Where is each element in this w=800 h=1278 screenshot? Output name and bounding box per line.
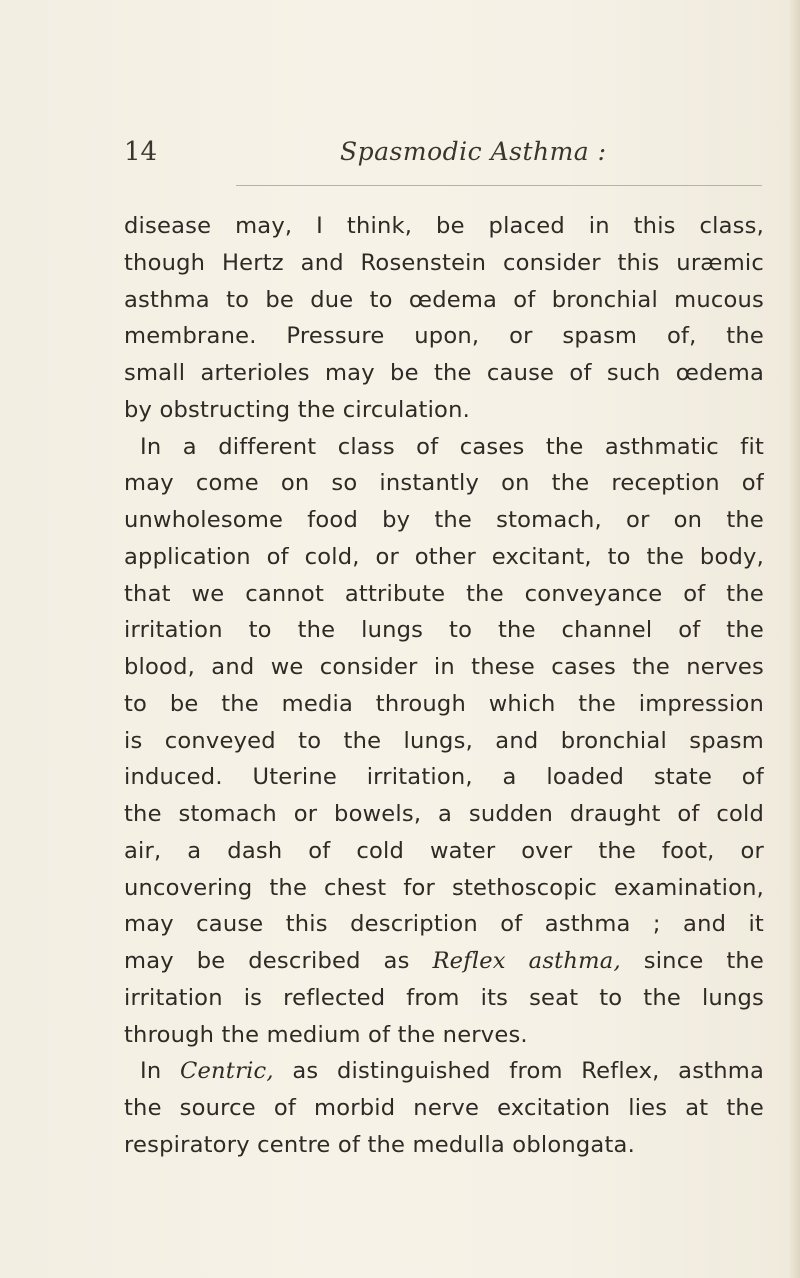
text-line: irritation to the lungs to the channel of the: [124, 617, 764, 644]
italic-term: Reflex asthma,: [432, 948, 621, 974]
page-header: [0, 132, 800, 172]
text-line: application of cold, or other excitant, to the body,: [124, 543, 764, 570]
text-line: by obstructing the circulation.: [124, 396, 470, 423]
header-rule: [236, 185, 762, 186]
text-line: respiratory centre of the medulla oblongata.: [124, 1131, 635, 1158]
text-line: unwholesome food by the stomach, or on the: [124, 507, 764, 533]
text-segment: since the: [643, 948, 764, 974]
text-line: the source of morbid nerve excitation lies at the: [124, 1095, 764, 1121]
text-segment: In: [140, 1058, 162, 1085]
page-number: 14: [124, 137, 158, 167]
text-line: asthma to be due to œdema of bronchial mucous: [124, 286, 764, 313]
text-line: uncovering the chest for stethoscopic examination,: [124, 874, 764, 901]
body-text: [124, 208, 764, 1164]
text-line: air, a dash of cold water over the foot, or: [124, 837, 764, 864]
text-line: In a different class of cases the asthmatic fit: [140, 433, 764, 460]
italic-term: Centric,: [180, 1058, 274, 1085]
text-line: that we cannot attribute the conveyance of the: [124, 580, 764, 607]
text-line: disease may, I think, be placed in this class,: [124, 213, 764, 239]
text-line: induced. Uterine irritation, a loaded state of: [124, 764, 764, 791]
running-head: Spasmodic Asthma :: [340, 137, 607, 166]
text-line: [124, 1053, 764, 1090]
text-line: membrane. Pressure upon, or spasm of, the: [124, 323, 764, 350]
text-line: though Hertz and Rosenstein consider this uræmic: [124, 249, 764, 276]
text-line: [124, 943, 764, 980]
text-line: may come on so instantly on the reception of: [124, 470, 764, 497]
text-segment: may be described as: [124, 948, 410, 974]
text-line: small arterioles may be the cause of such œdema: [124, 360, 764, 386]
text-line: irritation is reflected from its seat to the lungs: [124, 984, 764, 1011]
text-line: blood, and we consider in these cases the nerves: [124, 654, 764, 680]
text-segment: as distinguished from Reflex, asthma: [292, 1058, 764, 1085]
text-line: the stomach or bowels, a sudden draught of cold: [124, 801, 764, 827]
text-line: to be the media through which the impression: [124, 690, 764, 717]
page-edge-shadow: [788, 0, 800, 1278]
text-line: may cause this description of asthma ; and it: [124, 911, 764, 938]
text-line: through the medium of the nerves.: [124, 1021, 528, 1048]
text-line: is conveyed to the lungs, and bronchial spasm: [124, 727, 764, 754]
